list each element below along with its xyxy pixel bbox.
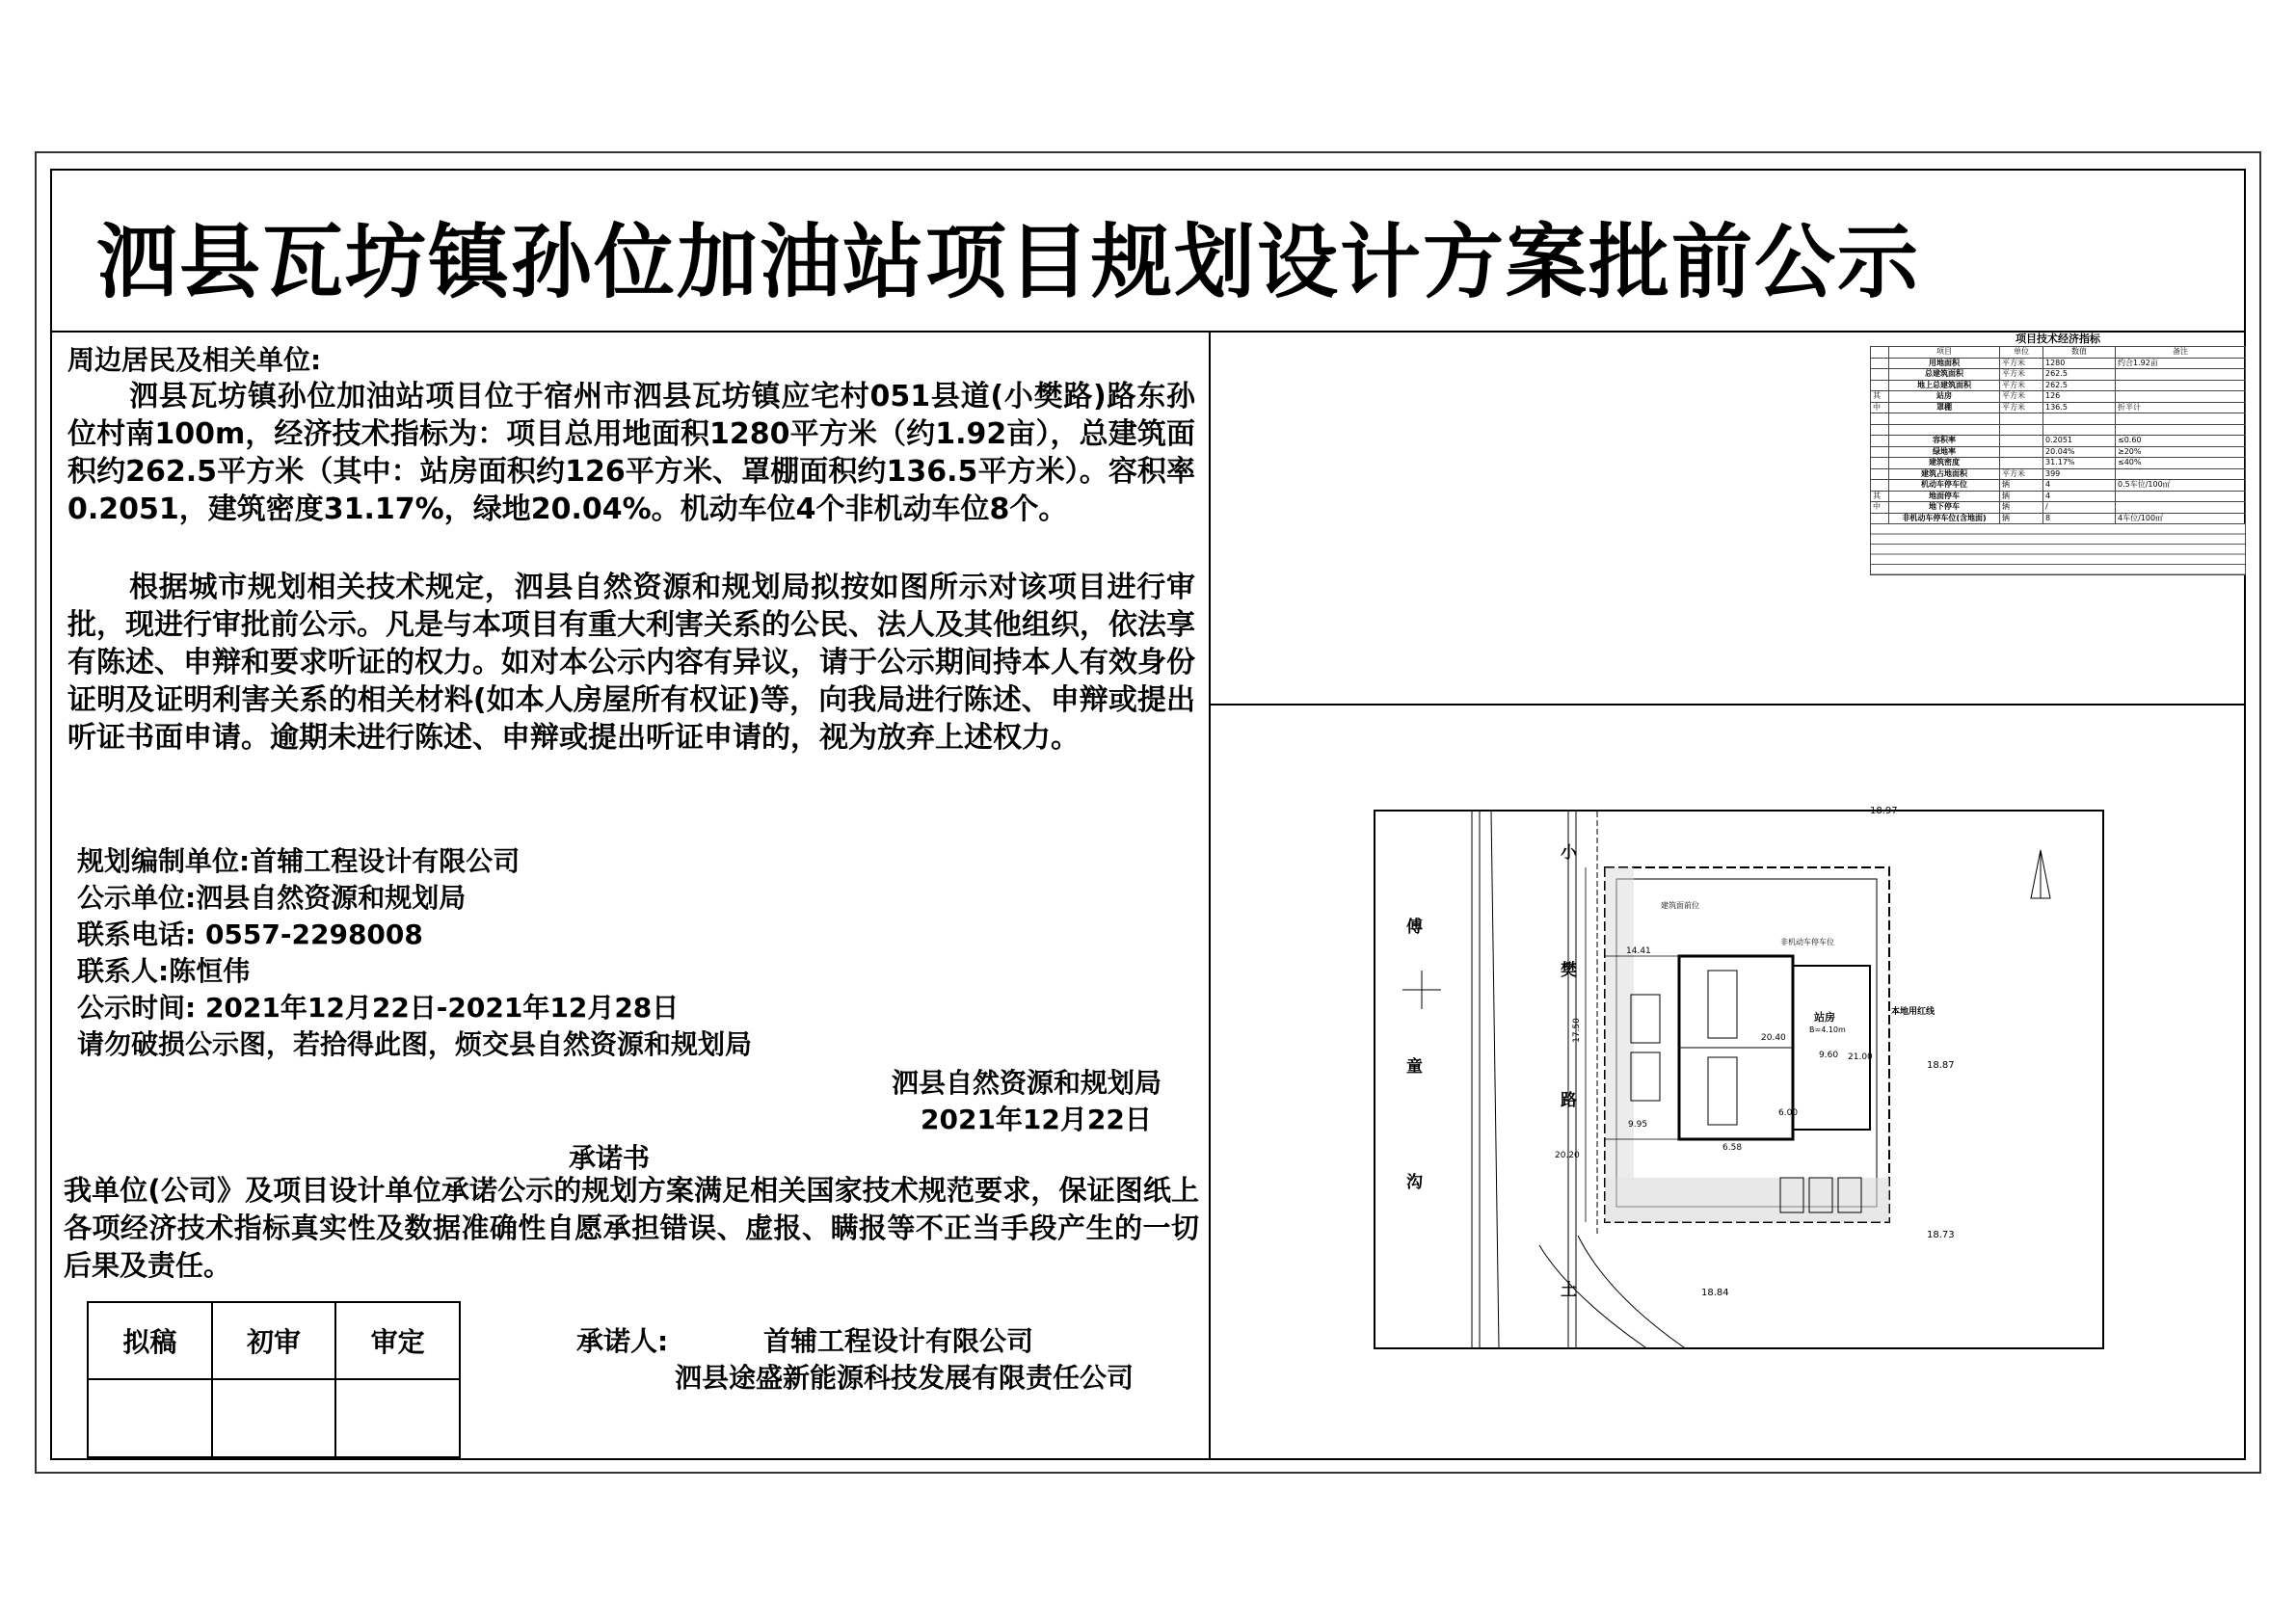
ditch-char-1: 傅 xyxy=(1406,918,1423,937)
econ-cell: 8 xyxy=(2043,513,2116,524)
econ-row xyxy=(1871,424,2246,436)
econ-row xyxy=(1871,369,2246,381)
dim-17-50: 17.50 xyxy=(1571,1018,1582,1043)
econ-cell: 地上总建筑面积 xyxy=(1889,380,2000,391)
econ-cell: ≥20% xyxy=(2116,446,2246,458)
nonmotor-label: 非机动车停车位 xyxy=(1780,938,1834,946)
right-separator xyxy=(1209,704,2246,706)
econ-cell xyxy=(1871,480,1889,492)
econ-cell: 31.17% xyxy=(2043,458,2116,469)
soil-char: 土 xyxy=(1561,1281,1577,1300)
ditch-char-2: 童 xyxy=(1406,1057,1423,1077)
econ-cell xyxy=(1871,468,1889,480)
dim-20-40: 20.40 xyxy=(1761,1033,1786,1043)
econ-cell xyxy=(1871,436,1889,447)
econ-cell: 绿地率 xyxy=(1889,446,2000,458)
econ-header-unit: 单位 xyxy=(2000,347,2043,359)
econ-cell: 平方米 xyxy=(2000,391,2043,403)
approval-header-review: 初审 xyxy=(212,1302,336,1379)
pledge-heading: 承诺书 xyxy=(569,1142,651,1174)
econ-row xyxy=(1871,502,2246,514)
dim-20-20: 20.20 xyxy=(1555,1151,1580,1160)
econ-table-grid xyxy=(1870,346,2246,524)
econ-cell xyxy=(2116,391,2246,403)
econ-cell: 平方米 xyxy=(2000,380,2043,391)
dim-9-60: 9.60 xyxy=(1819,1051,1839,1060)
site-plan-drawing xyxy=(1374,806,2104,1349)
econ-cell: 站房 xyxy=(1889,391,2000,403)
approval-table xyxy=(87,1301,461,1458)
econ-cell: 建筑密度 xyxy=(1889,458,2000,469)
salutation: 周边居民及相关单位: xyxy=(67,344,322,376)
econ-row xyxy=(1871,468,2246,480)
econ-row xyxy=(1871,358,2246,369)
econ-cell: 0.5车位/100㎡ xyxy=(2116,480,2246,492)
econ-cell: 辆 xyxy=(2000,491,2043,502)
econ-cell xyxy=(1871,358,1889,369)
econ-cell: 折半计 xyxy=(2116,402,2246,413)
site-plan-svg xyxy=(1375,812,2102,1347)
econ-cell: 平方米 xyxy=(2000,402,2043,413)
econ-cell xyxy=(2116,413,2246,425)
elevation-4: 18.84 xyxy=(1701,1288,1729,1298)
econ-cell: 总建筑面积 xyxy=(1889,369,2000,381)
econ-cell: 中 xyxy=(1871,502,1889,514)
road-char-2: 樊 xyxy=(1561,961,1577,980)
info-line-contact: 联系人:陈恒伟 xyxy=(77,955,251,987)
page-title: 泗县瓦坊镇孙位加油站项目规划设计方案批前公示 xyxy=(96,215,1921,309)
econ-cell: 126 xyxy=(2043,391,2116,403)
econ-cell: 136.5 xyxy=(2043,402,2116,413)
econ-cell: 1280 xyxy=(2043,358,2116,369)
econ-row xyxy=(1871,436,2246,447)
econ-row xyxy=(1871,413,2246,425)
econ-row xyxy=(1871,480,2246,492)
econ-cell: ≤0.60 xyxy=(2116,436,2246,447)
approval-cell-draft xyxy=(88,1379,212,1457)
econ-header-value: 数值 xyxy=(2043,347,2116,359)
info-line-publisher: 公示单位:泗县自然资源和规划局 xyxy=(77,882,467,914)
issuer-name: 泗县自然资源和规划局 xyxy=(892,1067,1162,1099)
econ-table-title: 项目技术经济指标 xyxy=(2016,333,2100,345)
road-char-3: 路 xyxy=(1561,1091,1577,1110)
econ-cell: 中 xyxy=(1871,402,1889,413)
econ-row xyxy=(1871,402,2246,413)
econ-cell xyxy=(1889,424,2000,436)
econ-cell: 399 xyxy=(2043,468,2116,480)
road-char-1: 小 xyxy=(1561,843,1577,863)
econ-cell: 平方米 xyxy=(2000,468,2043,480)
column-separator xyxy=(1209,331,1211,1460)
econ-cell xyxy=(1871,424,1889,436)
issue-date: 2021年12月22日 xyxy=(921,1104,1152,1135)
econ-header-item: 项目 xyxy=(1889,347,2000,359)
econ-cell xyxy=(2116,380,2246,391)
econ-cell xyxy=(2116,502,2246,514)
econ-row xyxy=(1871,513,2246,524)
station-height: B=4.10m xyxy=(1809,1025,1846,1034)
station-label: 站房 xyxy=(1814,1011,1835,1024)
approval-header-draft: 拟稿 xyxy=(88,1302,212,1379)
econ-cell xyxy=(1871,413,1889,425)
econ-cell xyxy=(2116,491,2246,502)
info-line-warning: 请勿破损公示图，若拾得此图，烦交县自然资源和规划局 xyxy=(77,1028,753,1060)
econ-cell: 地面停车 xyxy=(1889,491,2000,502)
econ-cell: 建筑占地面积 xyxy=(1889,468,2000,480)
econ-cell: 4 xyxy=(2043,491,2116,502)
econ-row xyxy=(1871,446,2246,458)
econ-cell xyxy=(2116,424,2246,436)
notice-paragraph-2: 根据城市规划相关技术规定，泗县自然资源和规划局拟按如图所示对该项目进行审批，现进行审批前公示。凡是与本项目有重大利害关系的公民、法人及其他组织，依法享有陈述、申辩和要求听证的权力。如对本公示内容有异议，请于公示期间持本人有效身份证明及证明利害关系的相关材料(如本人房屋所有权证)等，向我局进行陈述、申辩或提出听证书面申请。逾期未进行陈述、申辩或提出听证申请的，视为放弃上述权力。 xyxy=(67,571,1195,755)
pledge-text: 我单位(公司》及项目设计单位承诺公示的规划方案满足相关国家技术规范要求，保证图纸上各项经济技术指标真实性及数据准确性自愿承担错误、虚报、瞒报等不正当手段产生的一切后果及责任。 xyxy=(64,1174,1199,1282)
econ-cell xyxy=(1889,413,2000,425)
dim-21-00: 21.00 xyxy=(1848,1052,1873,1062)
econ-header-blank xyxy=(1871,347,1889,359)
econ-indicator-table xyxy=(1870,331,2246,639)
approval-cell-final xyxy=(335,1379,460,1457)
econ-cell xyxy=(1871,458,1889,469)
econ-cell: 262.5 xyxy=(2043,380,2116,391)
econ-cell: 平方米 xyxy=(2000,369,2043,381)
signer-1: 首辅工程设计有限公司 xyxy=(763,1325,1034,1357)
econ-blank-rows xyxy=(1870,524,2246,575)
info-line-period: 公示时间: 2021年12月22日-2021年12月28日 xyxy=(77,992,680,1024)
econ-row xyxy=(1871,380,2246,391)
econ-cell: 0.2051 xyxy=(2043,436,2116,447)
econ-cell: 20.04% xyxy=(2043,446,2116,458)
econ-cell: 4 xyxy=(2043,480,2116,492)
econ-cell xyxy=(2043,424,2116,436)
econ-cell: 地下停车 xyxy=(1889,502,2000,514)
econ-header-note: 备注 xyxy=(2116,347,2246,359)
econ-cell: 容积率 xyxy=(1889,436,2000,447)
econ-cell: ≤40% xyxy=(2116,458,2246,469)
econ-cell xyxy=(2116,468,2246,480)
info-line-planner: 规划编制单位:首辅工程设计有限公司 xyxy=(77,845,521,877)
econ-cell xyxy=(1871,369,1889,381)
elevation-3: 18.73 xyxy=(1927,1230,1955,1240)
econ-cell: 辆 xyxy=(2000,502,2043,514)
econ-cell xyxy=(1871,513,1889,524)
dim-14-41: 14.41 xyxy=(1626,946,1651,956)
ditch-char-3: 沟 xyxy=(1406,1173,1423,1192)
notice-paragraph-1: 泗县瓦坊镇孙位加油站项目位于宿州市泗县瓦坊镇应宅村051县道(小樊路)路东孙位村南100m，经济技术指标为：项目总用地面积1280平方米（约1.92亩），总建筑面积约262.5平方米（其中：站房面积约126平方米、罩棚面积约136.5平方米）。容积率0.2051，建筑密度31.17%，绿地20.04%。机动车位4个非机动车位8个。 xyxy=(67,380,1196,526)
dim-9-95: 9.95 xyxy=(1628,1120,1648,1130)
econ-cell xyxy=(2000,436,2043,447)
econ-cell: 非机动车停车位(含地面) xyxy=(1889,513,2000,524)
elevation-2: 18.87 xyxy=(1927,1060,1955,1071)
econ-cell: 辆 xyxy=(2000,480,2043,492)
elevation-1: 18.97 xyxy=(1870,806,1898,816)
econ-cell: 其 xyxy=(1871,391,1889,403)
dim-6-58: 6.58 xyxy=(1722,1143,1743,1153)
redline-label: 本地用红线 xyxy=(1891,1007,1936,1017)
econ-cell: 罩棚 xyxy=(1889,402,2000,413)
info-line-phone: 联系电话: 0557-2298008 xyxy=(77,918,423,950)
econ-cell: / xyxy=(2043,502,2116,514)
econ-cell xyxy=(2116,369,2246,381)
econ-cell xyxy=(2000,424,2043,436)
approval-header-final: 审定 xyxy=(335,1302,460,1379)
econ-row xyxy=(1871,491,2246,502)
econ-cell xyxy=(2000,446,2043,458)
econ-cell: 用地面积 xyxy=(1889,358,2000,369)
econ-row xyxy=(1871,391,2246,403)
econ-cell: 4车位/100㎡ xyxy=(2116,513,2246,524)
econ-row xyxy=(1871,458,2246,469)
signer-2: 泗县途盛新能源科技发展有限责任公司 xyxy=(675,1362,1135,1394)
econ-cell: 辆 xyxy=(2000,513,2043,524)
signer-label: 承诺人: xyxy=(576,1325,669,1357)
econ-cell: 平方米 xyxy=(2000,358,2043,369)
econ-cell xyxy=(2000,413,2043,425)
econ-cell: 机动车停车位 xyxy=(1889,480,2000,492)
econ-cell xyxy=(2043,413,2116,425)
econ-cell xyxy=(2000,458,2043,469)
econ-cell: 其 xyxy=(1871,491,1889,502)
econ-cell xyxy=(1871,380,1889,391)
dim-6-00: 6.00 xyxy=(1778,1108,1799,1118)
parking-label: 建筑面前位 xyxy=(1661,901,1699,910)
econ-cell: 262.5 xyxy=(2043,369,2116,381)
econ-cell xyxy=(1871,446,1889,458)
approval-cell-review xyxy=(212,1379,336,1457)
econ-cell: 约合1.92亩 xyxy=(2116,358,2246,369)
